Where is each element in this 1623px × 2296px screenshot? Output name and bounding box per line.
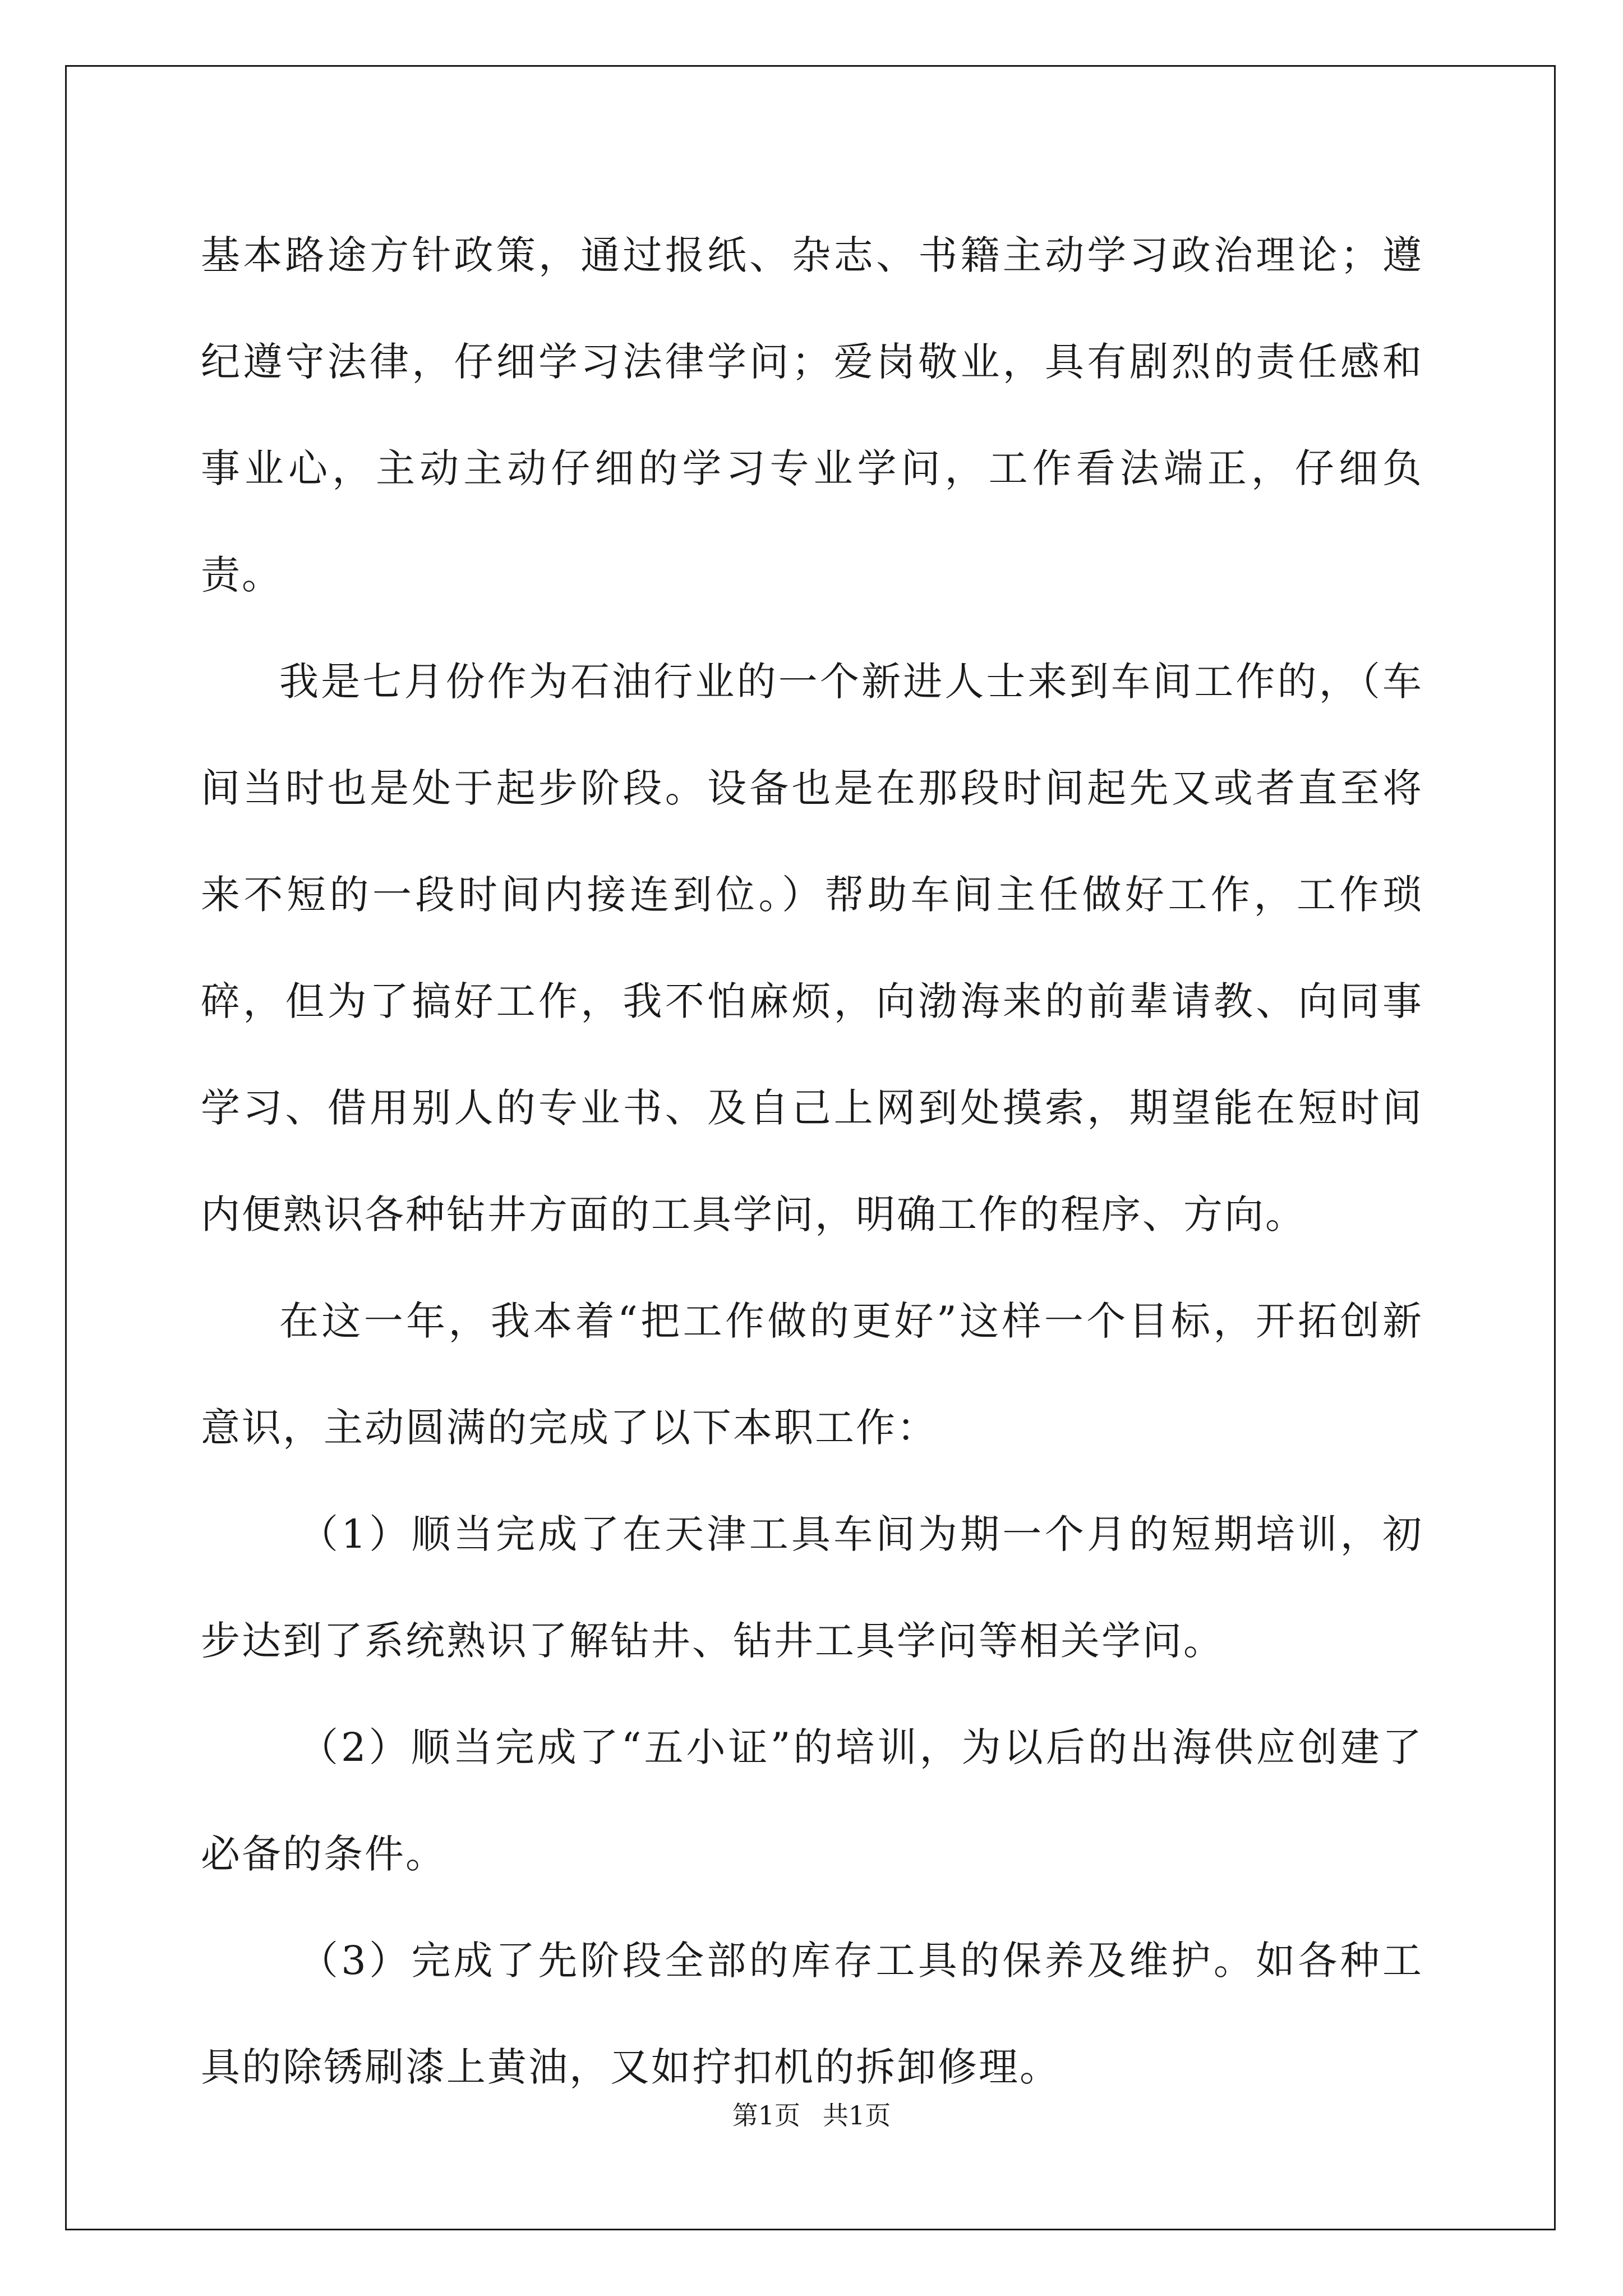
page-footer (0, 2095, 1623, 2132)
list-item-certificates: （2）顺当完成了“五小证”的培训，为以后的出海供应创建了必备的条件。 (201, 1724, 1423, 1877)
paragraph-year-summary: 在这一年，我本着“把工作做的更好”这样一个目标，开拓创新意识，主动圆满的完成了以下本职工作： (201, 1298, 1423, 1451)
list-item-maintenance: （3）完成了先阶段全部的库存工具的保养及维护。如各种工具的除锈刷漆上黄油，又如拧扣机的拆卸修理。 (201, 1938, 1423, 2090)
document-body (201, 202, 1423, 2120)
paragraph-continuation: 基本路途方针政策，通过报纸、杂志、书籍主动学习政治理论；遵纪遵守法律，仔细学习法律学问；爱岗敬业，具有剧烈的责任感和事业心，主动主动仔细的学习专业学问，工作看法端正，仔细负责。 (201, 232, 1423, 598)
paragraph-workshop-intro: 我是七月份作为石油行业的一个新进人士来到车间工作的，（车间当时也是处于起步阶段。设备也是在那段时间起先又或者直至将来不短的一段时间内接连到位。）帮助车间主任做好工作，工作琐碎，但为了搞好工作，我不怕麻烦，向渤海来的前辈请教、向同事学习、借用别人的专业书、及自己上网到处摸索，期望能在短时间内便熟识各种钻井方面的工具学问，明确工作的程序、方向。 (201, 659, 1423, 1237)
page-number-total: 共1页 (823, 2100, 891, 2131)
page-number-current: 第1页 (732, 2100, 800, 2131)
list-item-training: （1）顺当完成了在天津工具车间为期一个月的短期培训，初步达到了系统熟识了解钻井、钻井工具学问等相关学问。 (201, 1511, 1423, 1664)
